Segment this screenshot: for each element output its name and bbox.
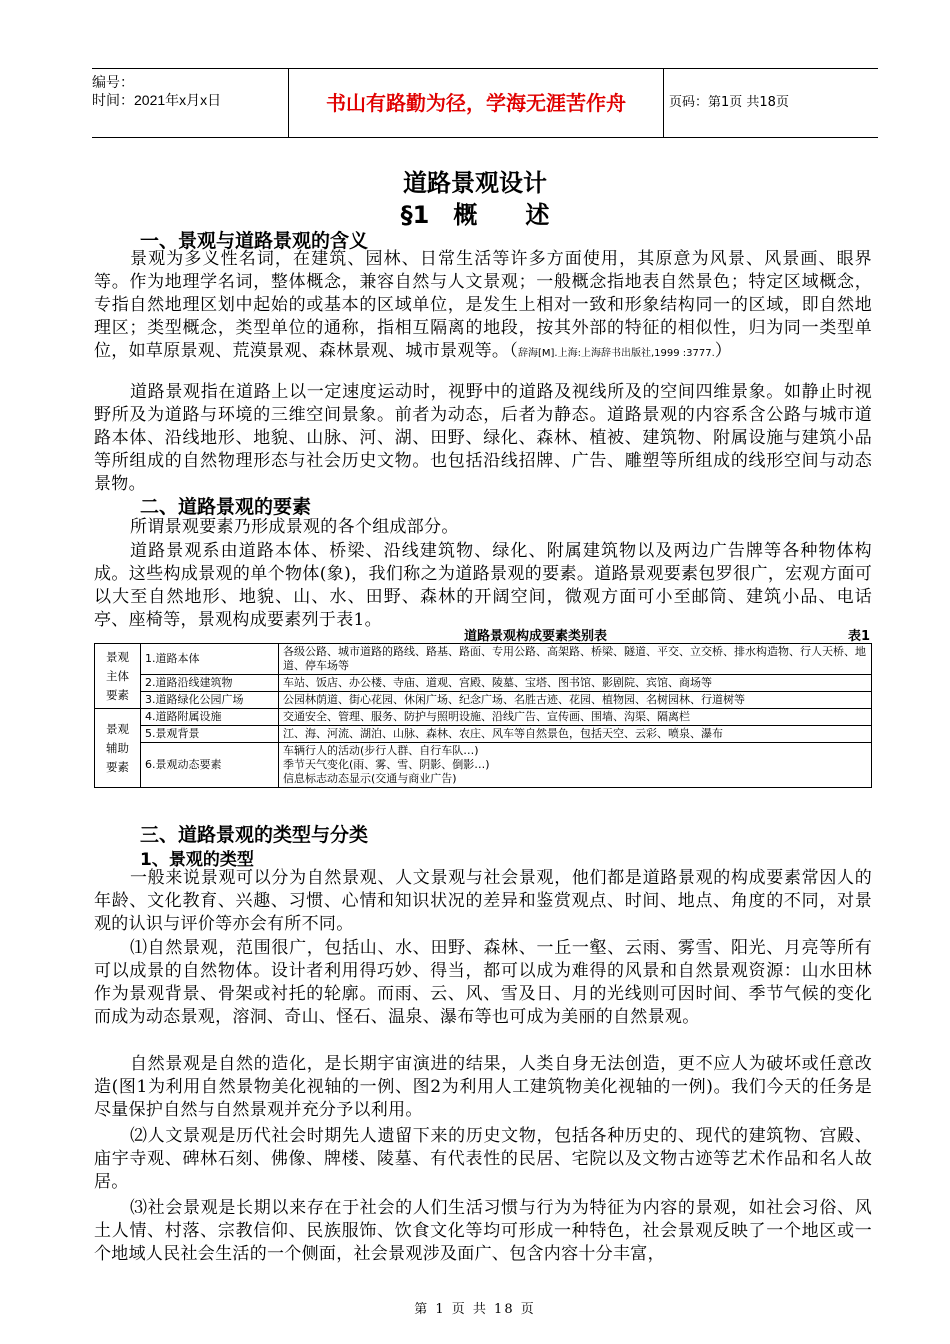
citation-close: ） — [714, 341, 733, 361]
section-3-paragraph-1: 一般来说景观可以分为自然景观、人文景观与社会景观，他们都是道路景观的构成要素常因人的年龄、文化教育、兴趣、习惯、心情和知识状况的差异和鉴赏观点、时间、地点、角度的不同，对景观的认识与评价等亦会有所不同。 — [94, 868, 872, 934]
header-page-info: 页码：第1页 共18页 — [669, 95, 789, 110]
chapter-title: §1 概 述 — [400, 201, 550, 229]
doc-title: 道路景观设计 — [403, 169, 547, 197]
row-content: 车辆行人的活动(步行人群、自行车队…) 季节天气变化(雨、雾、雪、阴影、倒影…) 信息标志动态显示(交通与商业广告) — [279, 743, 872, 788]
section-3-paragraph-3: 自然景观是自然的造化，是长期宇宙演进的结果，人类自身无法创造，更不应人为破坏或任意改造(图1为利用自然景物美化视轴的一例、图2为利用人工建筑物美化视轴的一例)。我们今天的任务是尽量保护自然与自然景观并充分予以利用。 — [94, 1054, 872, 1120]
section-3-paragraph-4: ⑵人文景观是历代社会时期先人遗留下来的历史文物，包括各种历史的、现代的建筑物、宫殿、庙宇寺观、碑林石刻、佛像、牌楼、陵墓、有代表性的民居、宅院以及文物古迹等艺术作品和名人故居。 — [94, 1126, 872, 1192]
section-3-paragraph-2: ⑴自然景观，范围很广，包括山、水、田野、森林、一丘一壑、云雨、雾雪、阳光、月亮等所有可以成景的自然物体。设计者利用得巧妙、得当，都可以成为难得的风景和自然景观资源：山水田林作为景观背景、骨架或衬托的轮廓。而雨、云、风、雪及日、月的光线则可因时间、季节气候的变化而成为动态景观，溶洞、奇山、怪石、温泉、瀑布等也可成为美丽的自然景观。 — [94, 938, 872, 1027]
category-main — [95, 644, 141, 709]
table-row — [95, 743, 872, 788]
table-number: 表1 — [847, 629, 870, 644]
row-name: 2.道路沿线建筑物 — [141, 675, 279, 692]
row-content: 交通安全、管理、服务、防护与照明设施、沿线广告、宣传画、围墙、沟渠、隔离栏 — [279, 709, 872, 726]
time-label: 时间：2021年x月x日 — [92, 92, 222, 108]
section-1-paragraph-2: 道路景观指在道路上以一定速度运动时，视野中的道路及视线所及的空间四维景象。如静止时视野所及为道路与环境的三维空间景象。前者为动态，后者为静态。道路景观的内容系含公路与城市道路本体、沿线地形、地貌、山脉、河、湖、田野、绿化、森林、植被、建筑物、附属设施与建筑小品等所组成的自然物理形态与社会历史文物。也包括沿线招牌、广告、雕塑等所组成的线形空间与动态景物。 — [94, 382, 872, 494]
header-motto: 书山有路勤为径，学海无涯苦作舟 — [288, 69, 664, 137]
section-3-subheading: 1、景观的类型 — [140, 850, 254, 870]
elements-table — [94, 643, 872, 788]
document-header — [92, 68, 878, 138]
row-name: 3.道路绿化公园广场 — [141, 692, 279, 709]
number-label: 编号： — [92, 74, 134, 90]
table-row — [95, 692, 872, 709]
row-content: 各级公路、城市道路的路线、路基、路面、专用公路、高架路、桥梁、隧道、平交、立交桥、排水构造物、行人天桥、地道、停车场等 — [279, 644, 872, 675]
row-name: 5.景观背景 — [141, 726, 279, 743]
header-meta — [92, 69, 288, 137]
section-3-paragraph-5: ⑶社会景观是长期以来存在于社会的人们生活习惯与行为为特征为内容的景观，如社会习俗、风土人情、村落、宗教信仰、民族服饰、饮食文化等均可形成一种特色，社会景观反映了一个地区或一个地域人民社会生活的一个侧面，社会景观涉及面广、包含内容十分丰富， — [94, 1198, 872, 1264]
page-footer: 第 1 页 共 18 页 — [414, 1302, 536, 1317]
table-row — [95, 675, 872, 692]
section-2-paragraph-1: 所谓景观要素乃形成景观的各个组成部分。 — [130, 517, 459, 537]
table-caption — [94, 625, 872, 643]
section-3-heading: 三、道路景观的类型与分类 — [140, 824, 369, 846]
category-aux-label: 景观 辅助 要素 — [106, 721, 129, 774]
row-content: 江、海、河流、湖泊、山脉、森林、农庄、风车等自然景色，包括天空、云彩、喷泉、瀑布 — [279, 726, 872, 743]
table-title: 道路景观构成要素类别表 — [464, 629, 608, 644]
section-1-heading: 一、景观与道路景观的含义 — [140, 230, 369, 252]
citation: 辞海[M].上海:上海辞书出版社,1999 :3777. — [518, 348, 715, 359]
category-aux — [95, 709, 141, 788]
table-row — [95, 644, 872, 675]
table-row — [95, 726, 872, 743]
section-2-paragraph-2: 道路景观系由道路本体、桥梁、沿线建筑物、绿化、附属建筑物以及两边广告牌等各种物体构成。这些构成景观的单个物体(象)，我们称之为道路景观的要素。道路景观要素包罗很广，宏观方面可以大至自然地形、地貌、山、水、田野、森林的开阔空间，微观方面可小至邮筒、建筑小品、电话亭、座椅等，景观构成要素列于表1。 — [94, 541, 872, 630]
section-1-paragraph-1-text: 景观为多义性名词，在建筑、园林、日常生活等许多方面使用，其原意为风景、风景画、眼界等。作为地理学名词，整体概念，兼容自然与人文景观；一般概念指地表自然景色；特定区域概念，专指自然地理区划中起始的或基本的区域单位，是发生上相对一致和形象结构同一的区域，即自然地理区；类型概念，类型单位的通称，指相互隔离的地段，按其外部的特征的相似性，归为同一类型单位，如草原景观、荒漠景观、森林景观、城市景观等。（ — [94, 249, 872, 361]
section-2-heading: 二、道路景观的要素 — [140, 496, 312, 518]
row-name: 6.景观动态要素 — [141, 743, 279, 788]
table-row — [95, 709, 872, 726]
row-name: 1.道路本体 — [141, 644, 279, 675]
row-content: 公园林荫道、街心花园、休闲广场、纪念广场、名胜古迹、花园、植物园、名树园林、行道树等 — [279, 692, 872, 709]
row-content: 车站、饭店、办公楼、寺庙、道观、宫殿、陵墓、宝塔、图书馆、影剧院、宾馆、商场等 — [279, 675, 872, 692]
row-name: 4.道路附属设施 — [141, 709, 279, 726]
section-1-paragraph-1 — [94, 248, 872, 365]
category-main-label: 景观 主体 要素 — [106, 649, 129, 702]
